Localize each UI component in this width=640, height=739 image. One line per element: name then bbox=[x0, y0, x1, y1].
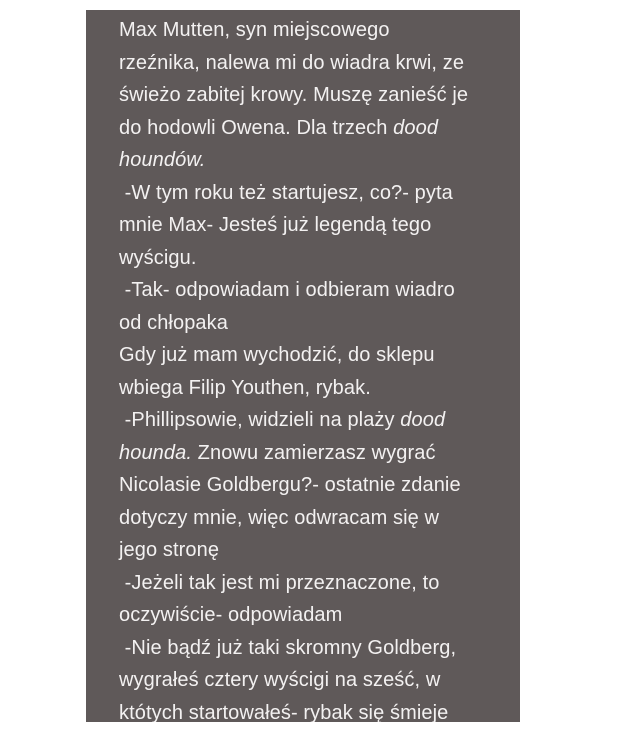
story-text-segment: Znowu zamierzasz wygrać bbox=[192, 441, 436, 464]
story-text-segment: Gdy już mam wychodzić, do sklepu bbox=[119, 344, 435, 366]
story-line bbox=[119, 307, 509, 340]
story-line bbox=[119, 664, 509, 697]
story-line bbox=[119, 274, 509, 307]
story-line bbox=[119, 14, 509, 47]
story-line bbox=[119, 534, 509, 567]
story-text-segment: świeżo zabitej krowy. Muszę zanieść je bbox=[119, 84, 469, 106]
story-text-italic: hounda. bbox=[119, 441, 192, 464]
story-text-segment: oczywiście- odpowiadam bbox=[119, 604, 343, 626]
story-line bbox=[119, 144, 509, 177]
story-line bbox=[119, 112, 509, 145]
story-text-italic: dood bbox=[393, 116, 439, 139]
story-text-italic: dood bbox=[400, 409, 446, 431]
story-line bbox=[119, 404, 509, 437]
story-text-segment: jego stronę bbox=[119, 539, 220, 561]
story-line bbox=[119, 437, 509, 470]
story-line bbox=[119, 79, 509, 112]
story-line bbox=[119, 242, 509, 275]
story-text-segment: Max Mutten, syn miejscowego bbox=[119, 19, 390, 41]
story-line bbox=[119, 372, 509, 405]
story-line bbox=[119, 339, 509, 372]
story-text-segment: któtych startowałeś- rybak się śmieje bbox=[119, 701, 449, 722]
story-line bbox=[119, 47, 509, 80]
story-text-segment: mnie Max- Jesteś już legendą tego bbox=[119, 214, 432, 236]
story-line bbox=[119, 697, 509, 723]
story-text bbox=[86, 10, 509, 722]
story-text-segment: -Phillipsowie, widzieli na plaży bbox=[119, 409, 401, 431]
story-text-segment: od chłopaka bbox=[119, 311, 228, 334]
story-line bbox=[119, 177, 509, 210]
story-text-segment: wbiega Filip Youthen, rybak. bbox=[119, 376, 371, 399]
story-text-segment: wygrałeś cztery wyścigi na sześć, w bbox=[119, 669, 441, 691]
story-text-segment: -Nie bądź już taki skromny Goldberg, bbox=[119, 636, 457, 659]
story-page bbox=[86, 10, 520, 722]
story-text-segment: dotyczy mnie, więc odwracam się w bbox=[119, 506, 440, 529]
story-text-segment: -Tak- odpowiadam i odbieram wiadro bbox=[119, 279, 455, 301]
story-text-italic: houndów. bbox=[119, 149, 206, 171]
story-text-segment: rzeźnika, nalewa mi do wiadra krwi, ze bbox=[119, 51, 465, 74]
story-line bbox=[119, 567, 509, 600]
story-text-segment: wyścigu. bbox=[119, 246, 197, 269]
story-text-segment: -W tym roku też startujesz, co?- pyta bbox=[119, 181, 453, 204]
story-text-segment: do hodowli Owena. Dla trzech bbox=[119, 116, 394, 139]
story-text-segment: -Jeżeli tak jest mi przeznaczone, to bbox=[119, 571, 440, 594]
story-line bbox=[119, 632, 509, 665]
story-line bbox=[119, 502, 509, 535]
story-text-segment: Nicolasie Goldbergu?- ostatnie zdanie bbox=[119, 474, 461, 496]
story-line bbox=[119, 209, 509, 242]
story-line bbox=[119, 469, 509, 502]
story-line bbox=[119, 599, 509, 632]
